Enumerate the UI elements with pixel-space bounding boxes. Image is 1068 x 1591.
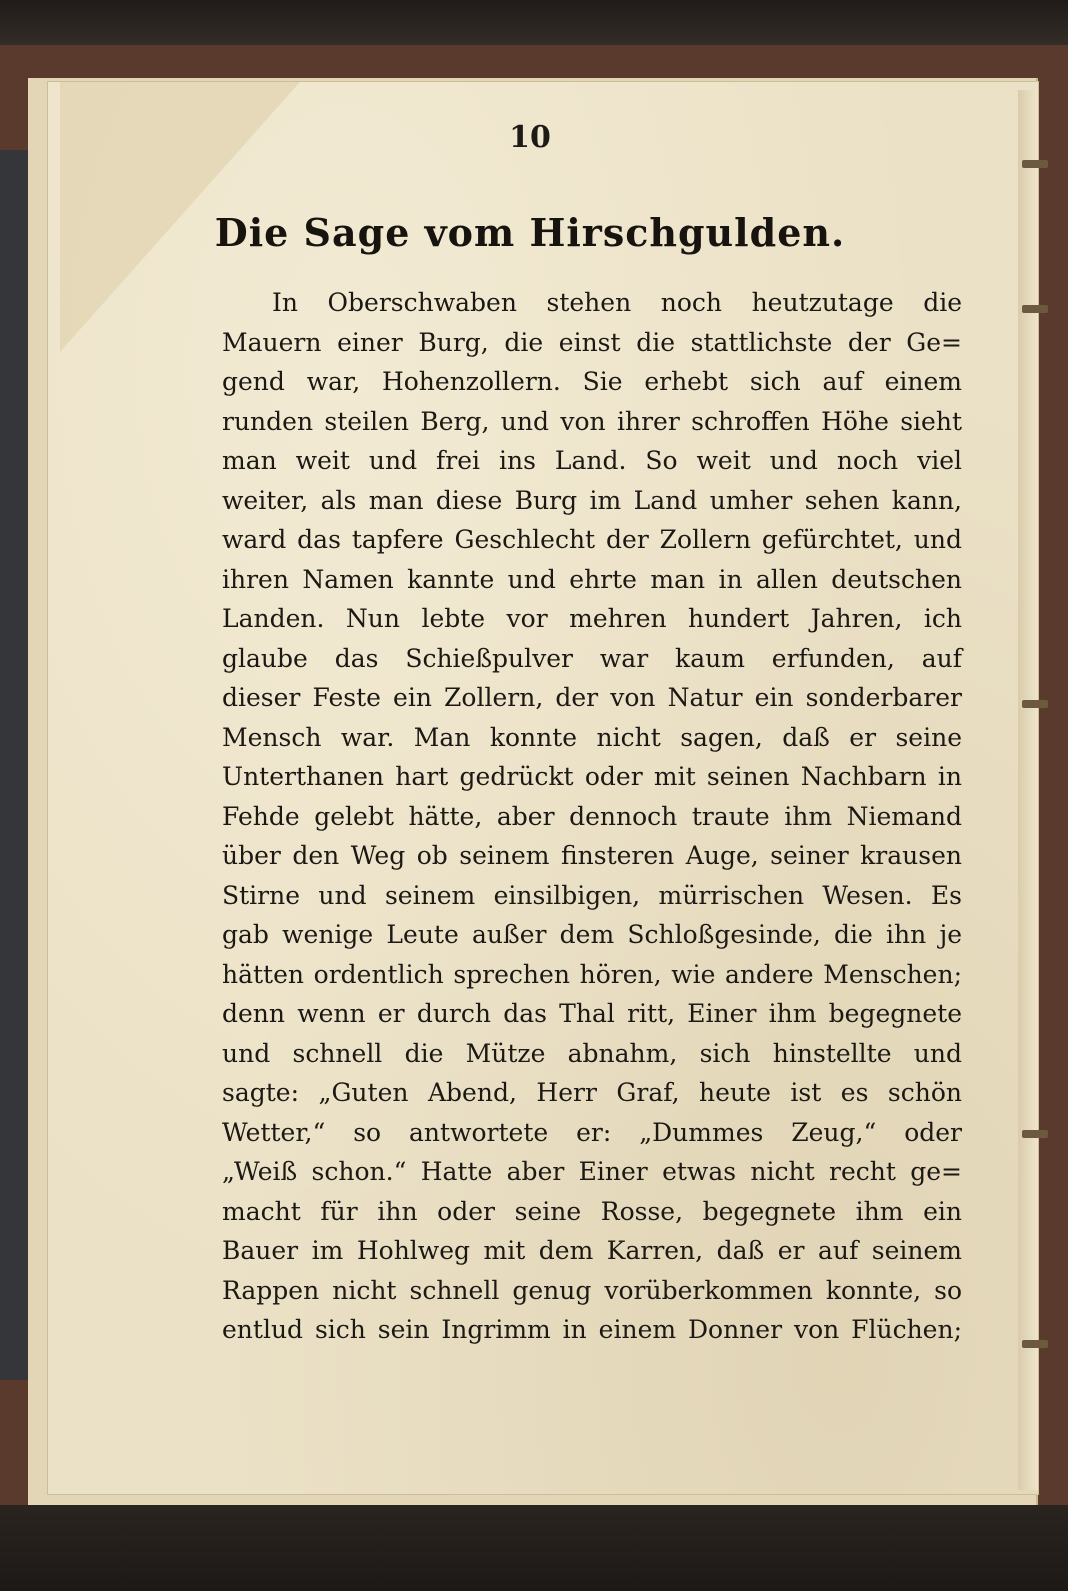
text-line: macht für ihn oder seine Rosse, begegnete ihm ein bbox=[222, 1196, 962, 1226]
scan-bottom-background bbox=[0, 1505, 1068, 1591]
page-number: 10 bbox=[509, 120, 551, 155]
text-line: Rappen nicht schnell genug vorüberkommen konnte, so bbox=[222, 1275, 962, 1305]
bleed-through-mark bbox=[1022, 1340, 1048, 1348]
text-line: Mensch war. Man konnte nicht sagen, daß er seine bbox=[222, 722, 962, 752]
text-line: weiter, als man diese Burg im Land umher sehen kann, bbox=[222, 485, 962, 515]
text-line: Bauer im Hohlweg mit dem Karren, daß er auf seinem bbox=[222, 1236, 962, 1265]
text-line: sagte: „Guten Abend, Herr Graf, heute ist es schön bbox=[222, 1078, 962, 1107]
text-line: man weit und frei ins Land. So weit und noch viel bbox=[222, 446, 962, 475]
text-line: Wetter,“ so antwortete er: „Dummes Zeug,“ oder bbox=[222, 1117, 962, 1147]
bleed-through-mark bbox=[1022, 160, 1048, 168]
text-line: denn wenn er durch das Thal ritt, Einer ihm begegnete bbox=[222, 999, 962, 1028]
body-text bbox=[222, 283, 962, 1350]
text-line: Unterthanen hart gedrückt oder mit seinen Nachbarn in bbox=[222, 762, 962, 791]
bleed-through-mark bbox=[1022, 1130, 1048, 1138]
text-line: gend war, Hohenzollern. Sie erhebt sich auf einem bbox=[222, 367, 962, 396]
text-line: Landen. Nun lebte vor mehren hundert Jahren, ich bbox=[222, 604, 962, 633]
text-line: runden steilen Berg, und von ihrer schroffen Höhe sieht bbox=[222, 406, 962, 436]
page-right-margin bbox=[1018, 90, 1038, 1490]
text-line: „Weiß schon.“ Hatte aber Einer etwas nicht recht ge= bbox=[222, 1157, 962, 1186]
cover-spine-strip bbox=[0, 150, 30, 1380]
text-line: und schnell die Mütze abnahm, sich hinstellte und bbox=[222, 1038, 962, 1068]
text-line: gab wenige Leute außer dem Schloßgesinde, die ihn je bbox=[222, 920, 962, 949]
text-line: hätten ordentlich sprechen hören, wie andere Menschen; bbox=[222, 959, 962, 989]
text-line: Stirne und seinem einsilbigen, mürrischen Wesen. Es bbox=[222, 880, 962, 910]
text-line: ihren Namen kannte und ehrte man in allen deutschen bbox=[222, 564, 962, 594]
text-line: glaube das Schießpulver war kaum erfunden, auf bbox=[222, 643, 962, 673]
chapter-title: Die Sage vom Hirschgulden. bbox=[214, 210, 846, 255]
text-line: dieser Feste ein Zollern, der von Natur ein sonderbarer bbox=[222, 683, 962, 712]
text-line: über den Weg ob seinem finsteren Auge, seiner krausen bbox=[222, 841, 962, 870]
bleed-through-mark bbox=[1022, 305, 1048, 313]
text-line: Mauern einer Burg, die einst die stattlichste der Ge= bbox=[222, 327, 962, 357]
text-line: entlud sich sein Ingrimm in einem Donner von Flüchen; bbox=[222, 1315, 962, 1344]
text-line: ward das tapfere Geschlecht der Zollern gefürchtet, und bbox=[222, 525, 962, 554]
text-line: Fehde gelebt hätte, aber dennoch traute ihm Niemand bbox=[222, 801, 962, 831]
text-line: In Oberschwaben stehen noch heutzutage die bbox=[272, 288, 962, 317]
bleed-through-mark bbox=[1022, 700, 1048, 708]
